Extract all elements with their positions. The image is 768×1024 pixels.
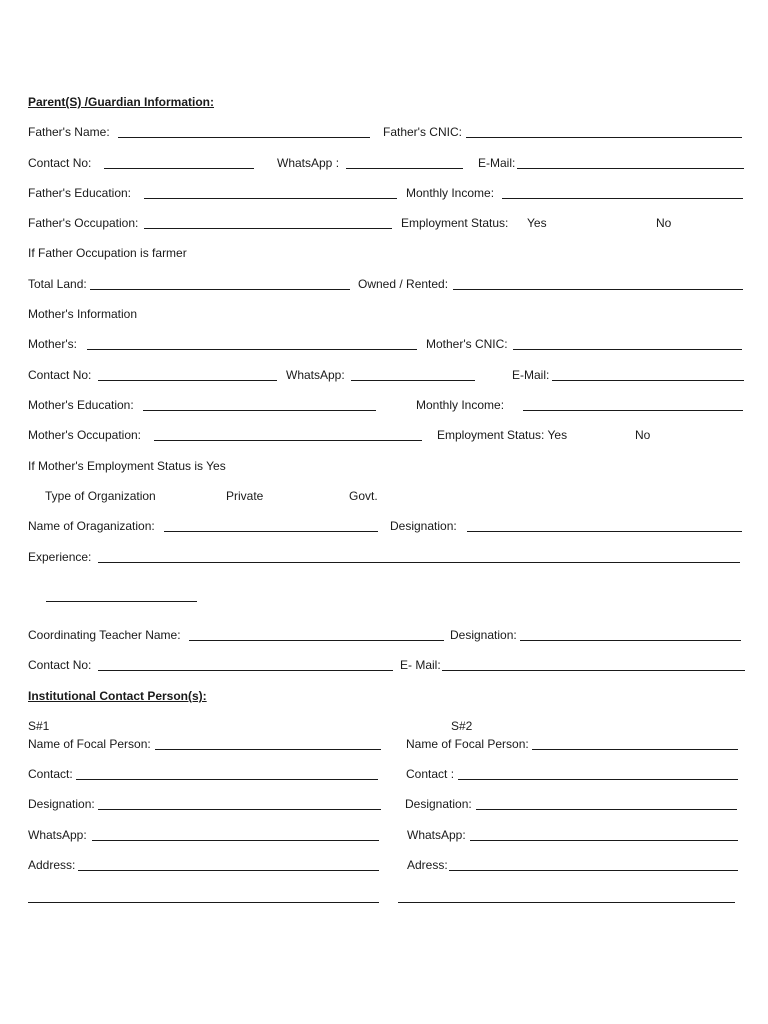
org-type-govt-option[interactable]: Govt.	[349, 489, 378, 503]
father-name-field[interactable]	[118, 137, 370, 138]
father-employment-yes-option[interactable]: Yes	[527, 216, 547, 230]
father-occupation-field[interactable]	[144, 228, 392, 229]
left-focal-field[interactable]	[155, 749, 381, 750]
teacher-name-label: Coordinating Teacher Name:	[28, 628, 181, 642]
mother-info-heading: Mother's Information	[28, 307, 138, 321]
org-type-label: Type of Organization	[45, 489, 156, 503]
teacher-designation-field[interactable]	[520, 640, 741, 641]
father-occupation-label: Father's Occupation:	[28, 216, 139, 230]
right-designation-field[interactable]	[476, 809, 737, 810]
teacher-contact-label: Contact No:	[28, 658, 92, 672]
mother-designation-field[interactable]	[467, 531, 742, 532]
mother-designation-label: Designation:	[390, 519, 457, 533]
mother-cnic-label: Mother's CNIC:	[426, 337, 508, 351]
mother-name-field[interactable]	[87, 349, 417, 350]
left-focal-label: Name of Focal Person:	[28, 737, 151, 751]
mother-email-label: E-Mail:	[512, 368, 550, 382]
father-income-label: Monthly Income:	[406, 186, 495, 200]
owned-rented-field[interactable]	[453, 289, 743, 290]
org-name-label: Name of Oraganization:	[28, 519, 155, 533]
left-designation-label: Designation:	[28, 797, 95, 811]
right-serial: S#2	[451, 719, 473, 733]
teacher-name-field[interactable]	[189, 640, 444, 641]
mother-income-field[interactable]	[523, 410, 743, 411]
right-contact-label: Contact :	[406, 767, 455, 781]
right-address-field-continued[interactable]	[398, 902, 735, 903]
right-address-field[interactable]	[449, 870, 738, 871]
teacher-email-field[interactable]	[442, 670, 745, 671]
total-land-label: Total Land:	[28, 277, 87, 291]
mother-employment-label[interactable]: Employment Status: Yes	[437, 428, 568, 442]
mother-employed-note: If Mother's Employment Status is Yes	[28, 459, 226, 473]
left-contact-field[interactable]	[76, 779, 378, 780]
left-address-label: Address:	[28, 858, 76, 872]
father-contact-label: Contact No:	[28, 156, 92, 170]
teacher-designation-label: Designation:	[450, 628, 517, 642]
left-whatsapp-field[interactable]	[92, 840, 379, 841]
left-address-field-continued[interactable]	[28, 902, 379, 903]
right-focal-label: Name of Focal Person:	[406, 737, 529, 751]
right-whatsapp-label: WhatsApp:	[407, 828, 466, 842]
father-email-field[interactable]	[517, 168, 744, 169]
left-contact-label: Contact:	[28, 767, 73, 781]
left-address-field[interactable]	[78, 870, 379, 871]
right-whatsapp-field[interactable]	[470, 840, 738, 841]
father-employment-label: Employment Status:	[401, 216, 509, 230]
mother-contact-field[interactable]	[98, 380, 277, 381]
mother-cnic-field[interactable]	[513, 349, 742, 350]
teacher-email-label: E- Mail:	[400, 658, 441, 672]
father-name-label: Father's Name:	[28, 125, 110, 139]
father-email-label: E-Mail:	[478, 156, 516, 170]
parent-guardian-heading: Parent(S) /Guardian Information:	[28, 95, 215, 109]
father-whatsapp-label: WhatsApp :	[277, 156, 340, 170]
org-type-private-option[interactable]: Private	[226, 489, 264, 503]
experience-field[interactable]	[98, 562, 740, 563]
father-education-label: Father's Education:	[28, 186, 132, 200]
mother-occupation-label: Mother's Occupation:	[28, 428, 142, 442]
father-education-field[interactable]	[144, 198, 397, 199]
left-whatsapp-label: WhatsApp:	[28, 828, 87, 842]
right-focal-field[interactable]	[532, 749, 738, 750]
mother-education-field[interactable]	[143, 410, 376, 411]
total-land-field[interactable]	[90, 289, 350, 290]
mother-occupation-field[interactable]	[154, 440, 422, 441]
owned-rented-label: Owned / Rented:	[358, 277, 449, 291]
father-contact-field[interactable]	[104, 168, 254, 169]
father-income-field[interactable]	[502, 198, 743, 199]
mother-income-label: Monthly Income:	[416, 398, 505, 412]
org-name-field[interactable]	[164, 531, 378, 532]
experience-field-continued[interactable]	[46, 601, 197, 602]
father-cnic-field[interactable]	[466, 137, 742, 138]
mother-employment-no-option[interactable]: No	[635, 428, 651, 442]
mother-education-label: Mother's Education:	[28, 398, 134, 412]
farmer-note: If Father Occupation is farmer	[28, 246, 187, 260]
right-address-label: Adress:	[407, 858, 448, 872]
mother-email-field[interactable]	[552, 380, 744, 381]
father-cnic-label: Father's CNIC:	[383, 125, 462, 139]
teacher-contact-field[interactable]	[98, 670, 393, 671]
right-contact-field[interactable]	[458, 779, 738, 780]
mother-name-label: Mother's:	[28, 337, 77, 351]
right-designation-label: Designation:	[405, 797, 472, 811]
mother-whatsapp-label: WhatsApp:	[286, 368, 345, 382]
left-serial: S#1	[28, 719, 50, 733]
father-employment-no-option[interactable]: No	[656, 216, 672, 230]
father-whatsapp-field[interactable]	[346, 168, 463, 169]
institution-heading: Institutional Contact Person(s):	[28, 689, 207, 703]
mother-contact-label: Contact No:	[28, 368, 92, 382]
experience-label: Experience:	[28, 550, 92, 564]
left-designation-field[interactable]	[98, 809, 381, 810]
mother-whatsapp-field[interactable]	[351, 380, 475, 381]
